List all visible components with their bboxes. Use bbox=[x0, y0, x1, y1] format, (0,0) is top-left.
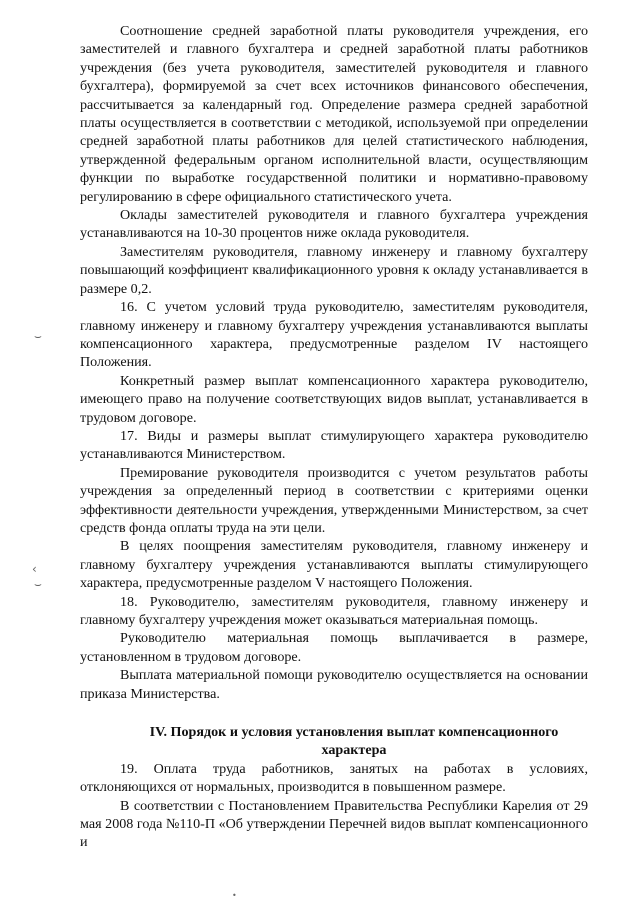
scan-mark-bottom: • bbox=[232, 891, 237, 900]
scan-mark-left-2: ‹ bbox=[32, 562, 37, 576]
paragraph-item-17: 17. Виды и размеры выплат стимулирующего характера руководителю устанавливаются Министерством. bbox=[80, 427, 588, 463]
paragraph-compensation-amount: Конкретный размер выплат компенсационного характера руководителю, имеющего право на получение соответствующих видов выплат, устанавливается в трудовом договоре. bbox=[80, 372, 588, 426]
document-body bbox=[80, 22, 588, 852]
paragraph-bonus: Премирование руководителя производится с учетом результатов работы учреждения за определенный период в соответствии с критериями оценки эффективности деятельности учреждения, утвержденными Министерством, за счет средств фонда оплаты труда на эти цели. bbox=[80, 464, 588, 536]
section-heading-iv: IV. Порядок и условия установления выплат компенсационного характера bbox=[149, 724, 559, 759]
paragraph-government-decree: В соответствии с Постановлением Правительства Республики Карелия от 29 мая 2008 года №110-П «Об утверждении Перечней видов выплат компенсационного и bbox=[80, 797, 588, 851]
paragraph-incentive-deputies: В целях поощрения заместителям руководителя, главному инженеру и главному бухгалтеру учреждения устанавливаются выплаты стимулирующего характера, предусмотренные разделом V настоящего Положения. bbox=[80, 538, 588, 592]
paragraph-item-16: 16. С учетом условий труда руководителю, заместителям руководителя, главному инженеру и главному бухгалтеру учреждения устанавливаются выплаты компенсационного характера, предусмотренные разделом IV настоящего Положения. bbox=[80, 299, 588, 371]
scan-mark-left-3: ⌣ bbox=[34, 577, 42, 591]
paragraph-item-19: 19. Оплата труда работников, занятых на работах в условиях, отклоняющихся от нормальных, производится в повышенном размере. bbox=[80, 760, 588, 796]
paragraph-qualification-coefficient: Заместителям руководителя, главному инженеру и главному бухгалтеру повышающий коэффициент квалификационного уровня к окладу устанавливается в размере 0,2. bbox=[80, 243, 588, 297]
paragraph-material-aid-order: Выплата материальной помощи руководителю осуществляется на основании приказа Министерства. bbox=[80, 667, 588, 702]
paragraph-item-18: 18. Руководителю, заместителям руководителя, главному инженеру и главному бухгалтеру учреждения может оказываться материальная помощь. bbox=[80, 593, 588, 628]
scan-mark-left-1: ⌣ bbox=[34, 329, 42, 343]
paragraph-material-aid-amount: Руководителю материальная помощь выплачивается в размере, установленном в трудовом договоре. bbox=[80, 630, 588, 665]
paragraph-deputy-salaries: Оклады заместителей руководителя и главного бухгалтера учреждения устанавливаются на 10-30 процентов ниже оклада руководителя. bbox=[80, 207, 588, 242]
paragraph-salary-ratio: Соотношение средней заработной платы руководителя учреждения, его заместителей и главного бухгалтера и средней заработной платы работников учреждения (без учета руководителя, заместителей руководителя и главного бухгалтера), формируемой за счет всех источников финансового обеспечения, рассчитывается за календарный год. Определение размера средней заработной платы осуществляется в соответствии с методикой, используемой при определении средней заработной платы работников для целей статистического наблюдения, утвержденной федеральным органом исполнительной власти, осуществляющим функции по выработке государственной политики и нормативно-правовому регулированию в сфере официального статистического учета. bbox=[80, 23, 588, 205]
